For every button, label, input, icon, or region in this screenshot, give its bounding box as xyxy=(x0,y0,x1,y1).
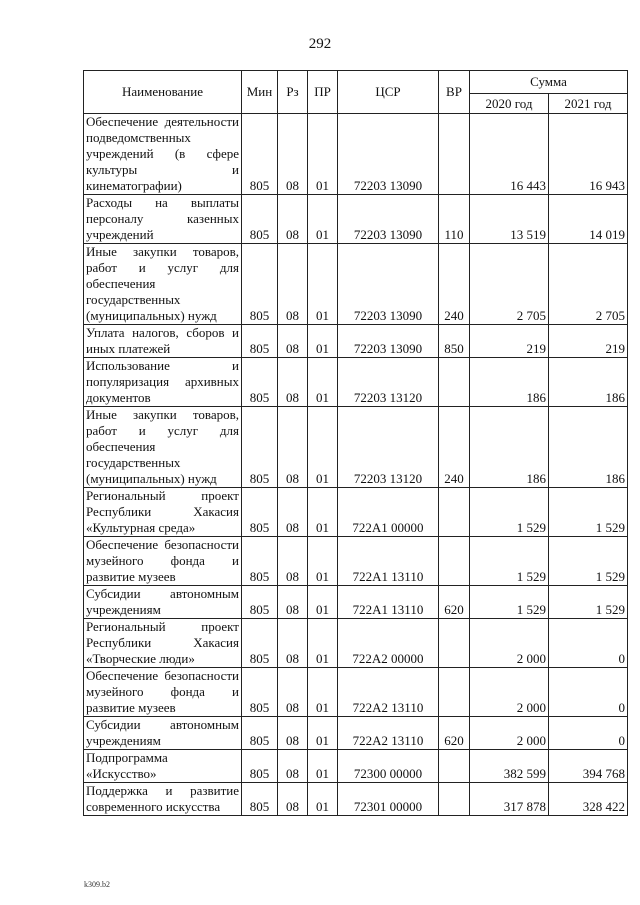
cell-min: 805 xyxy=(242,537,278,586)
header-rz: Рз xyxy=(278,71,308,114)
cell-y2021: 0 xyxy=(549,668,628,717)
cell-min: 805 xyxy=(242,195,278,244)
cell-pr: 01 xyxy=(308,750,338,783)
table-row xyxy=(84,537,628,586)
table-row xyxy=(84,195,628,244)
cell-y2020: 186 xyxy=(470,358,549,407)
table-row xyxy=(84,488,628,537)
table-row xyxy=(84,407,628,488)
cell-min: 805 xyxy=(242,668,278,717)
cell-y2021: 16 943 xyxy=(549,114,628,195)
table-row xyxy=(84,783,628,816)
footer-code: k309.b2 xyxy=(84,880,110,889)
cell-y2021: 219 xyxy=(549,325,628,358)
cell-y2021: 186 xyxy=(549,407,628,488)
table-row xyxy=(84,619,628,668)
cell-vr: 240 xyxy=(439,244,470,325)
cell-name: Иные закупки товаров, работ и услуг для обеспечения государственных (муниципальных) нужд xyxy=(84,244,242,325)
table-body xyxy=(84,114,628,816)
header-name: Наименование xyxy=(84,71,242,114)
cell-csr: 722А2 13110 xyxy=(338,668,439,717)
cell-rz: 08 xyxy=(278,358,308,407)
cell-y2021: 1 529 xyxy=(549,586,628,619)
cell-min: 805 xyxy=(242,325,278,358)
header-2021: 2021 год xyxy=(549,94,628,114)
cell-csr: 72203 13120 xyxy=(338,358,439,407)
cell-y2021: 14 019 xyxy=(549,195,628,244)
cell-name: Поддержка и развитие современного искусства xyxy=(84,783,242,816)
cell-vr: 240 xyxy=(439,407,470,488)
table-row xyxy=(84,358,628,407)
cell-min: 805 xyxy=(242,750,278,783)
cell-name: Использование и популяризация архивных документов xyxy=(84,358,242,407)
table-header xyxy=(84,71,628,114)
cell-vr xyxy=(439,114,470,195)
header-min: Мин xyxy=(242,71,278,114)
cell-rz: 08 xyxy=(278,325,308,358)
cell-min: 805 xyxy=(242,586,278,619)
cell-rz: 08 xyxy=(278,114,308,195)
cell-rz: 08 xyxy=(278,244,308,325)
header-pr: ПР xyxy=(308,71,338,114)
cell-y2020: 2 705 xyxy=(470,244,549,325)
cell-vr: 620 xyxy=(439,586,470,619)
cell-y2021: 1 529 xyxy=(549,537,628,586)
cell-pr: 01 xyxy=(308,783,338,816)
cell-y2020: 16 443 xyxy=(470,114,549,195)
cell-rz: 08 xyxy=(278,619,308,668)
table-row xyxy=(84,325,628,358)
cell-csr: 72301 00000 xyxy=(338,783,439,816)
cell-y2021: 2 705 xyxy=(549,244,628,325)
cell-csr: 722А1 00000 xyxy=(338,488,439,537)
cell-name: Уплата налогов, сборов и иных платежей xyxy=(84,325,242,358)
cell-vr xyxy=(439,488,470,537)
cell-y2021: 328 422 xyxy=(549,783,628,816)
table-row xyxy=(84,750,628,783)
cell-y2020: 186 xyxy=(470,407,549,488)
cell-name: Подпрограмма «Искусство» xyxy=(84,750,242,783)
cell-y2021: 0 xyxy=(549,619,628,668)
table-row xyxy=(84,586,628,619)
cell-min: 805 xyxy=(242,717,278,750)
cell-pr: 01 xyxy=(308,325,338,358)
cell-csr: 722А2 13110 xyxy=(338,717,439,750)
cell-y2020: 219 xyxy=(470,325,549,358)
cell-y2020: 13 519 xyxy=(470,195,549,244)
cell-pr: 01 xyxy=(308,407,338,488)
cell-csr: 72203 13090 xyxy=(338,325,439,358)
cell-pr: 01 xyxy=(308,195,338,244)
table-row xyxy=(84,244,628,325)
cell-vr xyxy=(439,668,470,717)
cell-pr: 01 xyxy=(308,619,338,668)
cell-rz: 08 xyxy=(278,717,308,750)
cell-rz: 08 xyxy=(278,488,308,537)
cell-name: Региональный проект Республики Хакасия «Культурная среда» xyxy=(84,488,242,537)
cell-vr: 110 xyxy=(439,195,470,244)
cell-pr: 01 xyxy=(308,488,338,537)
cell-y2020: 1 529 xyxy=(470,537,549,586)
cell-csr: 72203 13120 xyxy=(338,407,439,488)
cell-rz: 08 xyxy=(278,668,308,717)
cell-y2021: 0 xyxy=(549,717,628,750)
cell-csr: 72300 00000 xyxy=(338,750,439,783)
header-vr: ВР xyxy=(439,71,470,114)
cell-vr: 850 xyxy=(439,325,470,358)
cell-min: 805 xyxy=(242,619,278,668)
cell-rz: 08 xyxy=(278,586,308,619)
cell-csr: 722А2 00000 xyxy=(338,619,439,668)
header-csr: ЦСР xyxy=(338,71,439,114)
cell-y2020: 382 599 xyxy=(470,750,549,783)
cell-min: 805 xyxy=(242,783,278,816)
cell-y2020: 1 529 xyxy=(470,586,549,619)
cell-vr: 620 xyxy=(439,717,470,750)
cell-pr: 01 xyxy=(308,244,338,325)
cell-pr: 01 xyxy=(308,114,338,195)
cell-csr: 72203 13090 xyxy=(338,114,439,195)
cell-pr: 01 xyxy=(308,668,338,717)
cell-y2020: 2 000 xyxy=(470,717,549,750)
cell-vr xyxy=(439,358,470,407)
budget-table xyxy=(83,70,628,816)
cell-y2020: 317 878 xyxy=(470,783,549,816)
cell-name: Региональный проект Республики Хакасия «Творческие люди» xyxy=(84,619,242,668)
cell-min: 805 xyxy=(242,488,278,537)
cell-name: Иные закупки товаров, работ и услуг для обеспечения государственных (муниципальных) нужд xyxy=(84,407,242,488)
table-row xyxy=(84,717,628,750)
header-2020: 2020 год xyxy=(470,94,549,114)
cell-csr: 72203 13090 xyxy=(338,195,439,244)
cell-name: Обеспечение безопасности музейного фонда и развитие музеев xyxy=(84,668,242,717)
cell-name: Расходы на выплаты персоналу казенных учреждений xyxy=(84,195,242,244)
cell-rz: 08 xyxy=(278,195,308,244)
cell-name: Обеспечение деятельности подведомственных учреждений (в сфере культуры и кинематографии) xyxy=(84,114,242,195)
cell-pr: 01 xyxy=(308,358,338,407)
cell-vr xyxy=(439,750,470,783)
cell-csr: 722А1 13110 xyxy=(338,537,439,586)
cell-y2020: 1 529 xyxy=(470,488,549,537)
cell-pr: 01 xyxy=(308,717,338,750)
cell-vr xyxy=(439,619,470,668)
cell-y2021: 394 768 xyxy=(549,750,628,783)
cell-y2021: 186 xyxy=(549,358,628,407)
cell-y2021: 1 529 xyxy=(549,488,628,537)
cell-pr: 01 xyxy=(308,586,338,619)
cell-min: 805 xyxy=(242,244,278,325)
table-row xyxy=(84,668,628,717)
cell-name: Субсидии автономным учреждениям xyxy=(84,717,242,750)
cell-min: 805 xyxy=(242,407,278,488)
cell-vr xyxy=(439,537,470,586)
cell-rz: 08 xyxy=(278,407,308,488)
cell-y2020: 2 000 xyxy=(470,619,549,668)
cell-y2020: 2 000 xyxy=(470,668,549,717)
cell-csr: 72203 13090 xyxy=(338,244,439,325)
cell-name: Субсидии автономным учреждениям xyxy=(84,586,242,619)
cell-name: Обеспечение безопасности музейного фонда и развитие музеев xyxy=(84,537,242,586)
cell-csr: 722А1 13110 xyxy=(338,586,439,619)
cell-min: 805 xyxy=(242,114,278,195)
page-number: 292 xyxy=(308,36,332,52)
cell-rz: 08 xyxy=(278,537,308,586)
cell-rz: 08 xyxy=(278,783,308,816)
table-row xyxy=(84,114,628,195)
cell-min: 805 xyxy=(242,358,278,407)
cell-pr: 01 xyxy=(308,537,338,586)
cell-rz: 08 xyxy=(278,750,308,783)
cell-vr xyxy=(439,783,470,816)
header-sum: Сумма xyxy=(470,71,628,94)
